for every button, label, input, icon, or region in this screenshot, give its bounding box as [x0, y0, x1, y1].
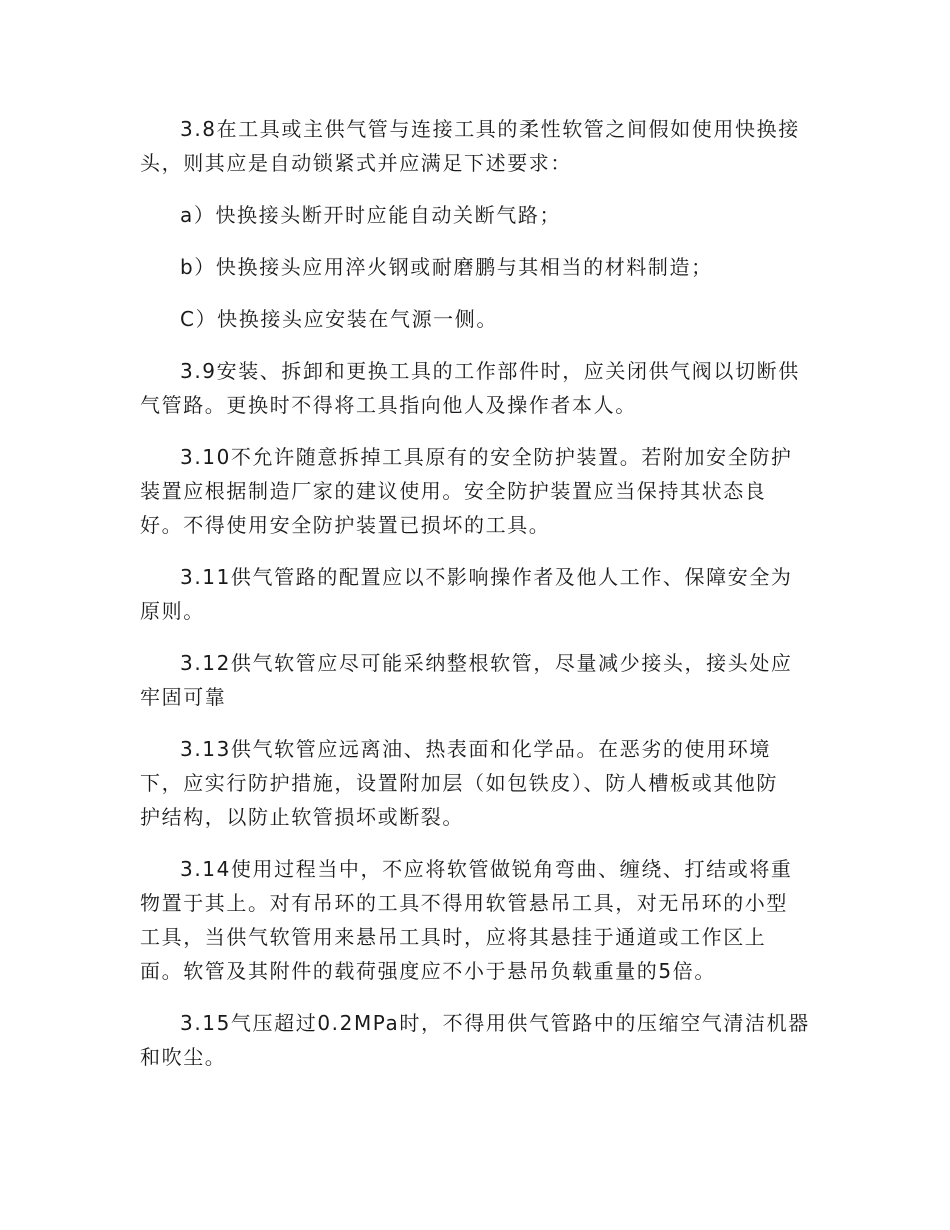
text-line: 3.9安装、拆卸和更换工具的工作部件时，应关闭供气阀以切断供	[180, 359, 800, 383]
paragraph-3-14	[140, 852, 812, 988]
text-line: 气管路。更换时不得将工具指向他人及操作者本人。	[140, 393, 637, 417]
paragraph-3-13	[140, 732, 812, 834]
text-line: 3.15气压超过0.2MPa时，不得用供气管路中的压缩空气清洁机器	[180, 1011, 810, 1035]
text-line: 3.14使用过程当中，不应将软管做锐角弯曲、缠绕、打结或将重	[180, 857, 793, 881]
text-line: 下，应实行防护措施，设置附加层（如包铁皮）、防人槽板或其他防	[140, 771, 778, 795]
paragraph-3-9	[140, 354, 812, 422]
text-line: 面。软管及其附件的载荷强度应不小于悬吊负载重量的5倍。	[140, 959, 716, 983]
text-line: 护结构，以防止软管损坏或断裂。	[140, 805, 464, 829]
paragraph-3-8-c	[140, 302, 812, 336]
text-line: 3.11供气管路的配置应以不影响操作者及他人工作、保障安全为	[180, 565, 793, 589]
paragraph-3-8-a	[140, 198, 812, 232]
paragraph-3-8	[140, 112, 812, 180]
text-line: 3.12供气软管应尽可能采纳整根软管，尽量减少接头，接头处应	[180, 651, 793, 675]
paragraph-3-15	[140, 1006, 812, 1074]
paragraph-3-8-b	[140, 250, 812, 284]
paragraph-3-10	[140, 440, 812, 542]
text-line: 和吹尘。	[140, 1045, 227, 1069]
text-line: b）快换接头应用淬火钢或耐磨鹏与其相当的材料制造；	[180, 255, 713, 279]
text-line: 好。不得使用安全防护装置已损坏的工具。	[140, 513, 551, 537]
paragraph-3-11	[140, 560, 812, 628]
text-line: 牢固可靠	[140, 685, 227, 709]
text-line: 物置于其上。对有吊环的工具不得用软管悬吊工具，对无吊环的小型	[140, 891, 788, 915]
text-line: 头，则其应是自动锁紧式并应满足下述要求：	[140, 151, 572, 175]
text-line: 工具，当供气软管用来悬吊工具时，应将其悬挂于通道或工作区上	[140, 925, 767, 949]
text-line: 装置应根据制造厂家的建议使用。安全防护装置应当保持其状态良	[140, 479, 767, 503]
text-line: 3.13供气软管应远离油、热表面和化学品。在恶劣的使用环境	[180, 737, 771, 761]
text-line: a）快换接头断开时应能自动关断气路；	[180, 203, 562, 227]
paragraph-3-12	[140, 646, 812, 714]
text-line: 3.10不允许随意拆掉工具原有的安全防护装置。若附加安全防护	[180, 445, 793, 469]
document-body	[140, 112, 812, 1092]
text-line: C）快换接头应安装在气源一侧。	[180, 307, 498, 331]
text-line: 原则。	[140, 599, 205, 623]
text-line: 3.8在工具或主供气管与连接工具的柔性软管之间假如使用快换接	[180, 117, 800, 141]
